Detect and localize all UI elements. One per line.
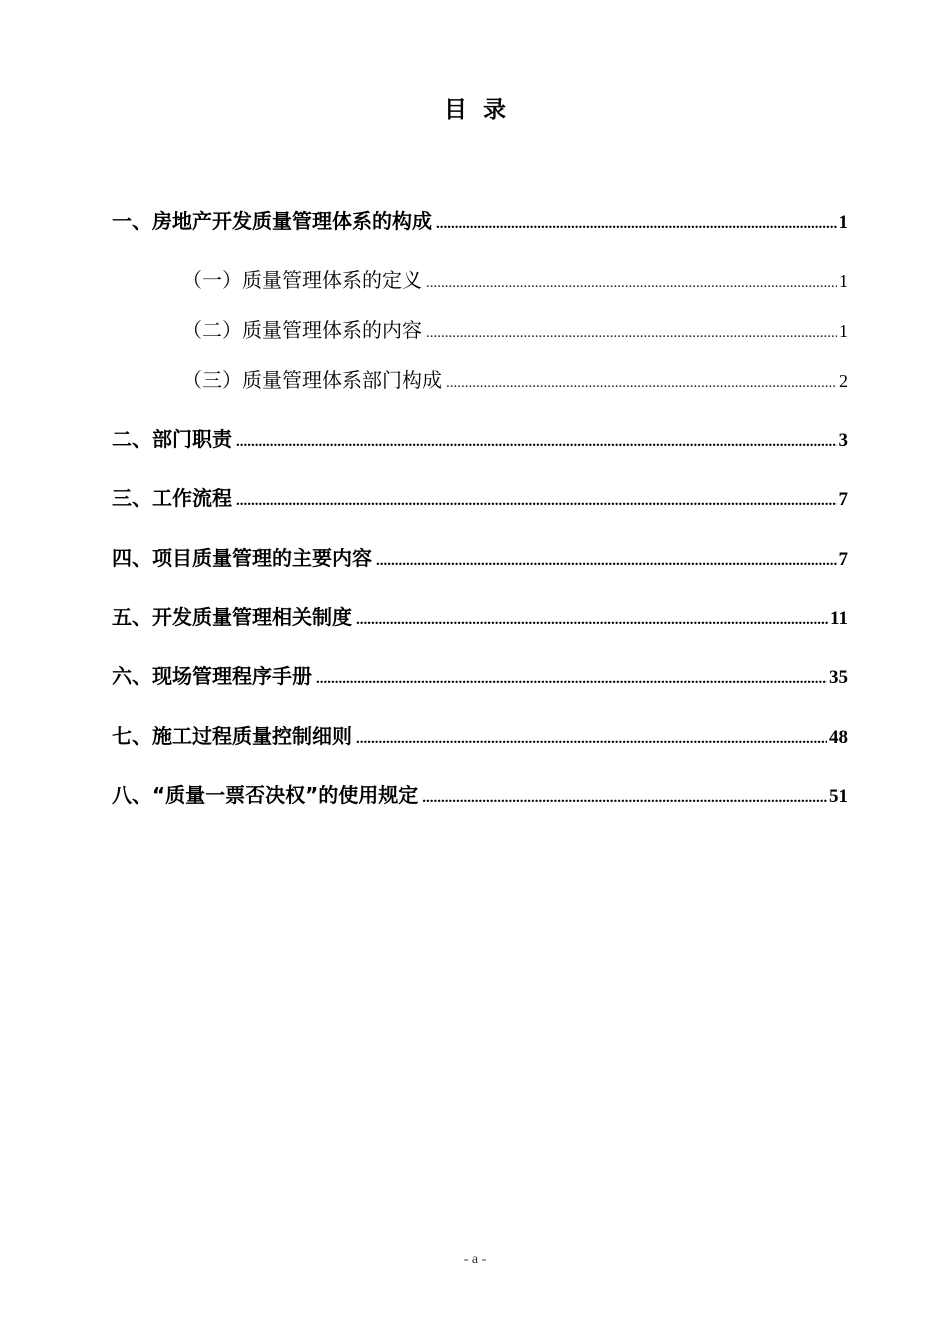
toc-entry-6[interactable] (112, 659, 848, 693)
toc-leader-dots (426, 316, 837, 350)
toc-page-number: 1 (839, 271, 848, 291)
toc-page-number: 48 (829, 727, 848, 748)
toc-page-number: 2 (839, 371, 848, 391)
toc-entry-7[interactable] (112, 719, 848, 753)
toc-entry-title: （一）质量管理体系的定义 (182, 268, 422, 292)
toc-entry-title: 七、施工过程质量控制细则 (112, 724, 352, 748)
page-footer-number: - a - (463, 1252, 487, 1267)
toc-leader-dots (356, 722, 827, 756)
toc-entry-title: （二）质量管理体系的内容 (182, 318, 422, 342)
toc-entry-title: 八、“质量一票否决权”的使用规定 (112, 783, 419, 807)
toc-entry-title: 六、现场管理程序手册 (112, 664, 312, 688)
toc-entry-3[interactable] (112, 481, 848, 515)
toc-leader-dots (426, 266, 837, 300)
toc-entry-8[interactable] (112, 778, 848, 812)
toc-page-number: 7 (838, 489, 848, 510)
toc-entry-title: 二、部门职责 (112, 427, 232, 451)
toc-entry-1-3[interactable] (112, 363, 848, 397)
toc-entry-title: 一、房地产开发质量管理体系的构成 (112, 209, 432, 233)
toc-entry-title: 五、开发质量管理相关制度 (112, 605, 352, 629)
toc-leader-dots (236, 484, 837, 518)
toc-page-number: 1 (839, 321, 848, 341)
toc-entry-title: 三、工作流程 (112, 486, 232, 510)
toc-entry-2[interactable] (112, 422, 848, 456)
toc-entry-1-2[interactable] (112, 313, 848, 347)
toc-entry-4[interactable] (112, 541, 848, 575)
toc-entry-5[interactable] (112, 600, 848, 634)
toc-leader-dots (436, 207, 837, 241)
toc-page-number: 11 (830, 608, 848, 629)
toc-leader-dots (356, 603, 828, 637)
toc-leader-dots (446, 366, 837, 400)
toc-page-number: 51 (829, 786, 848, 807)
toc-page-number: 3 (838, 430, 848, 451)
toc-entry-1[interactable] (112, 204, 848, 238)
toc-entry-1-1[interactable] (112, 263, 848, 297)
toc-entry-title: 四、项目质量管理的主要内容 (112, 546, 372, 570)
toc-page-number: 7 (838, 549, 848, 570)
toc-leader-dots (236, 425, 837, 459)
toc-page-number: 35 (829, 667, 848, 688)
toc-leader-dots (376, 544, 837, 578)
toc-page-number: 1 (838, 212, 848, 233)
toc-leader-dots (316, 662, 827, 696)
toc-entry-title: （三）质量管理体系部门构成 (182, 368, 442, 392)
page-title: 目录 (444, 97, 522, 123)
toc-leader-dots (422, 781, 827, 815)
